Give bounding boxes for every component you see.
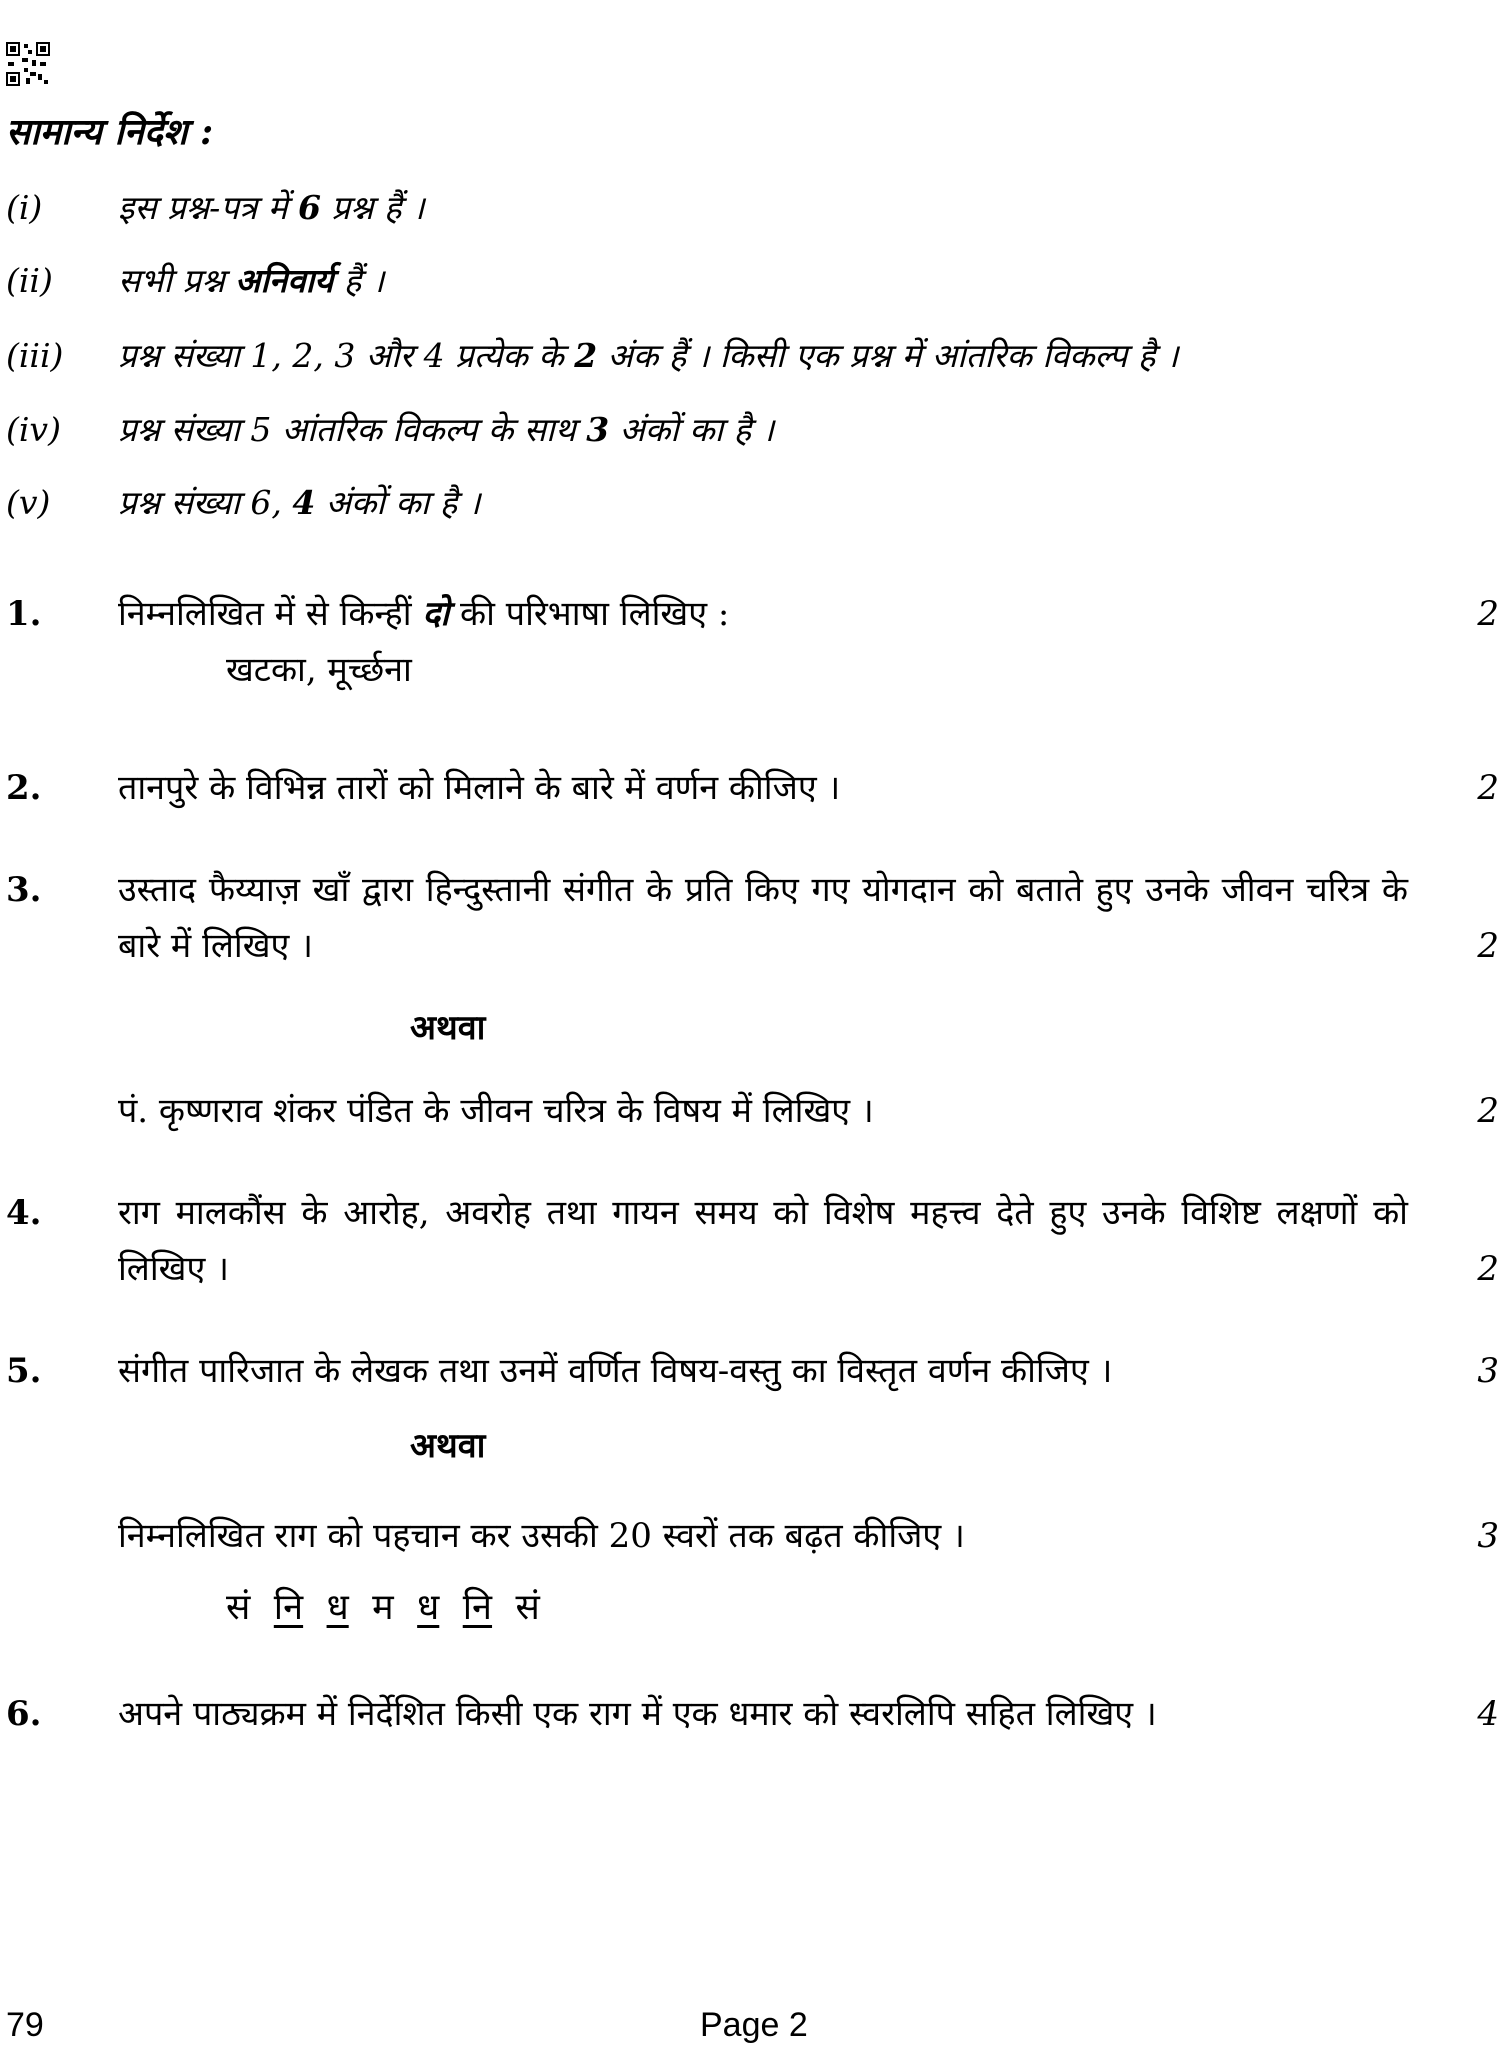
instruction-item (0, 326, 1505, 386)
instruction-number: (iii) (6, 336, 64, 375)
question-marks: 4 (1477, 1694, 1499, 1734)
question-text: पं. कृष्णराव शंकर पंडित के जीवन चरित्र के विषय में लिखिए । (118, 1091, 874, 1131)
instruction-item (0, 400, 1505, 460)
question-number: 3. (6, 870, 42, 910)
instruction-number: (v) (6, 483, 51, 522)
swar-note-komal: ध (326, 1587, 349, 1628)
instruction-number: (iv) (6, 410, 61, 449)
instruction-number: (ii) (6, 261, 53, 300)
question-number: 5. (6, 1351, 42, 1391)
question-number: 4. (6, 1193, 42, 1233)
instruction-text: प्रश्न संख्या 5 आंतरिक विकल्प के साथ 3 अंकों का है । (118, 410, 775, 449)
swar-note-komal: ध (417, 1587, 440, 1628)
instruction-item (0, 473, 1505, 533)
instruction-text: प्रश्न संख्या 1, 2, 3 और 4 प्रत्येक के 2 अंक हैं । किसी एक प्रश्न में आंतरिक विकल्प है । (118, 336, 1179, 375)
question-marks: 2 (1477, 926, 1499, 966)
swar-note-komal: नि (273, 1587, 304, 1628)
question-text: तानपुरे के विभिन्न तारों को मिलाने के बारे में वर्णन कीजिए । (118, 768, 841, 808)
swar-note: म (372, 1587, 394, 1628)
swar-note-komal: नि (462, 1587, 493, 1628)
swar-notation (226, 1578, 552, 1638)
question-marks: 2 (1477, 594, 1499, 634)
question-text: राग मालकौंस के आरोह, अवरोह तथा गायन समय को विशेष महत्त्व देते हुए उनके विशिष्ट लक्षणों को लिखिए । (118, 1193, 1408, 1289)
question-number: 2. (6, 768, 42, 808)
paper-code: 79 (6, 2006, 44, 2044)
or-label: अथवा (410, 1008, 486, 1048)
instruction-item (0, 251, 1505, 311)
page-number: Page 2 (700, 2006, 808, 2044)
question-text: निम्नलिखित राग को पहचान कर उसकी 20 स्वरों तक बढ़त कीजिए । (118, 1516, 965, 1556)
question-marks: 3 (1477, 1516, 1499, 1556)
question-number: 1. (6, 594, 42, 634)
question-marks: 2 (1477, 1091, 1499, 1131)
question-marks: 2 (1477, 768, 1499, 808)
instructions-heading: सामान्य निर्देश : (6, 111, 214, 153)
or-label: अथवा (410, 1426, 486, 1466)
instruction-item (0, 178, 1505, 238)
question-1-terms: खटका, मूर्च्छना (226, 650, 412, 690)
question-text: संगीत पारिजात के लेखक तथा उनमें वर्णित विषय-वस्तु का विस्तृत वर्णन कीजिए । (118, 1351, 1113, 1391)
swar-note: सं (515, 1587, 540, 1628)
instruction-number: (i) (6, 188, 43, 227)
question-marks: 2 (1477, 1249, 1499, 1289)
question-text: अपने पाठ्यक्रम में निर्देशित किसी एक राग में एक धमार को स्वरलिपि सहित लिखिए । (118, 1694, 1157, 1734)
question-text: निम्नलिखित में से किन्हीं दो की परिभाषा लिखिए : (118, 594, 730, 634)
question-text: उस्ताद फैय्याज़ खाँ द्वारा हिन्दुस्तानी संगीत के प्रति किए गए योगदान को बताते हुए उनके जीवन चरित्र के बारे में लिखिए । (118, 870, 1408, 966)
question-marks: 3 (1477, 1351, 1499, 1391)
swar-note: सं (226, 1587, 251, 1628)
question-number: 6. (6, 1694, 42, 1734)
qr-code-icon (6, 42, 50, 86)
instruction-text: प्रश्न संख्या 6, 4 अंकों का है । (118, 483, 481, 522)
instruction-text: इस प्रश्न-पत्र में 6 प्रश्न हैं । (118, 188, 425, 227)
instruction-text: सभी प्रश्न अनिवार्य हैं । (118, 261, 385, 300)
